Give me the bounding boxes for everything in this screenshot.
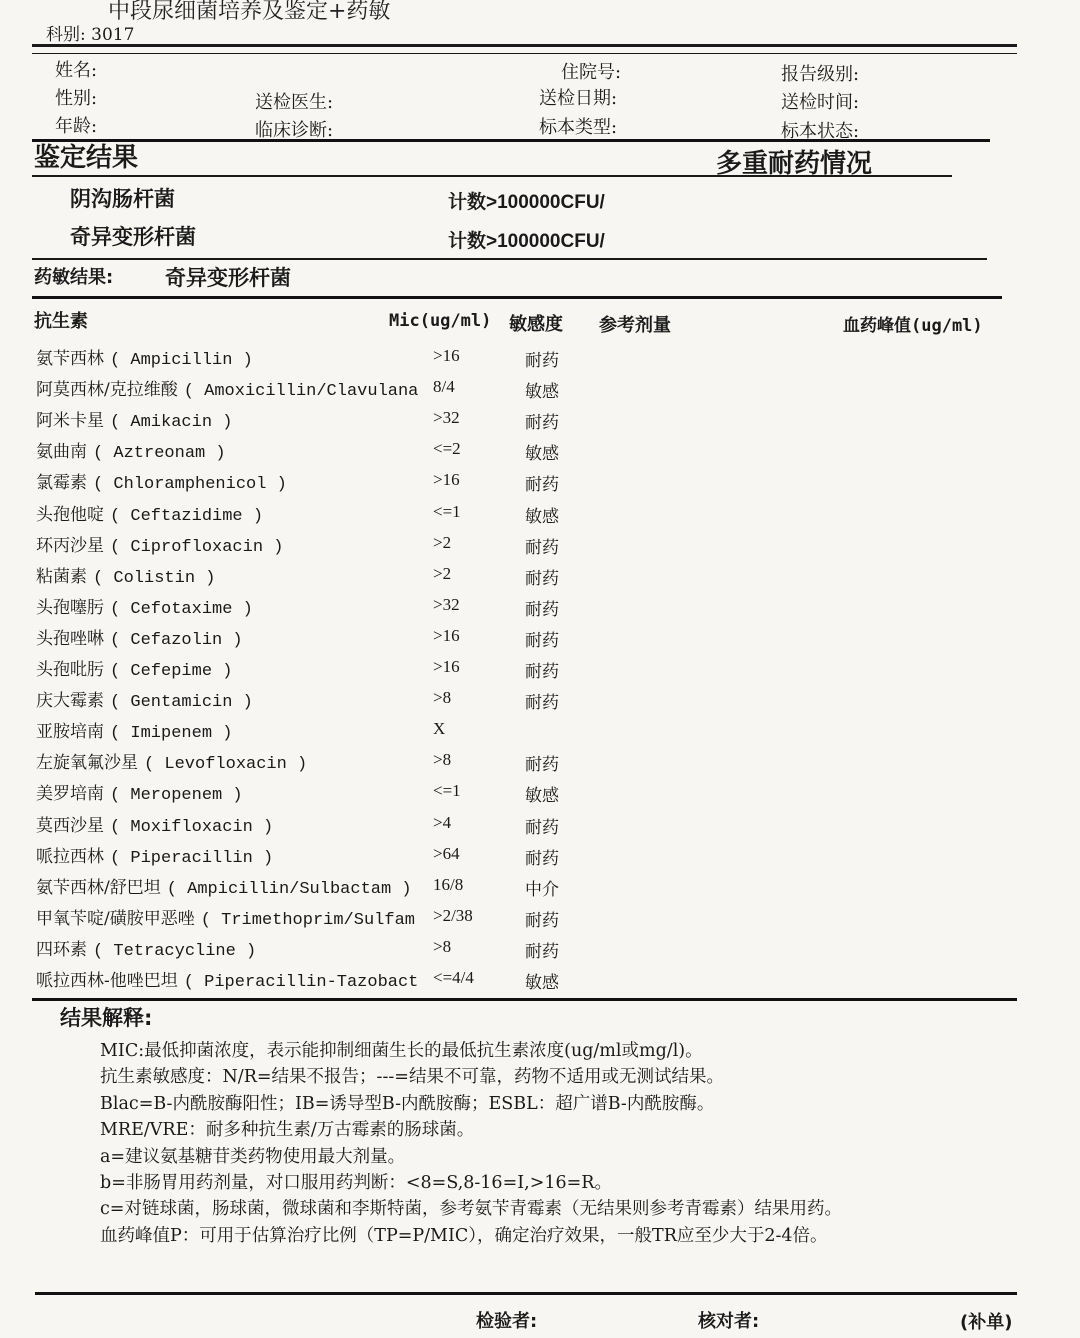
antibiotic-name-en: ( Tetracycline ) xyxy=(93,941,257,961)
antibiotic-name-cn: 头孢唑啉 xyxy=(36,628,104,649)
antibiotic-row xyxy=(0,375,1080,406)
note-line: MRE/VRE：耐多种抗生素/万古霉素的肠球菌。 xyxy=(100,1120,475,1141)
sensitivity-value: 耐药 xyxy=(525,568,559,589)
note-line: Blac=B-内酰胺酶阳性；IB=诱导型B-内酰胺酶；ESBL：超广谱B-内酰胺酶。 xyxy=(100,1093,715,1114)
antibiotic-name xyxy=(36,468,287,494)
antibiotic-name-en: ( Ceftazidime ) xyxy=(110,506,264,526)
antibiotic-name xyxy=(36,904,415,930)
mic-value: >8 xyxy=(433,688,452,708)
mic-value: X xyxy=(433,719,446,739)
antibiotic-name-cn: 头孢吡肟 xyxy=(36,660,104,680)
name-label: 姓名: xyxy=(55,60,98,81)
antibiotic-row xyxy=(0,873,1080,904)
antibiotic-row xyxy=(0,686,1080,717)
mic-value: >32 xyxy=(433,408,460,428)
note-line: MIC:最低抑菌浓度，表示能抑制细菌生长的最低抗生素浓度(ug/ml或mg/l)。 xyxy=(100,1041,703,1061)
header-divider xyxy=(32,44,1017,54)
antibiotic-name xyxy=(36,717,232,743)
antibiotic-name-cn: 氨苄西林 xyxy=(36,349,104,369)
patient-divider xyxy=(32,139,990,142)
antibiotic-name-cn: 美罗培南 xyxy=(36,784,104,805)
antibiotic-name-en: ( Cefazolin ) xyxy=(110,630,243,650)
antibiotic-name xyxy=(36,375,418,401)
susceptibility-divider xyxy=(32,296,1002,299)
interpretation-heading: 结果解释: xyxy=(60,1006,153,1030)
antibiotic-name-cn: 庆大霉素 xyxy=(36,691,104,712)
antibiotic-name-en: ( Aztreonam ) xyxy=(93,444,226,464)
antibiotic-name-cn: 哌拉西林-他唑巴坦 xyxy=(36,971,178,991)
sensitivity-value: 耐药 xyxy=(525,910,559,931)
sensitivity-value: 敏感 xyxy=(525,786,559,807)
antibiotic-name-en: ( Ampicillin ) xyxy=(110,351,253,370)
mic-value: >32 xyxy=(433,594,460,614)
antibiotic-name-en: ( Imipenem ) xyxy=(110,724,233,744)
antibiotic-name-cn: 氨苄西林/舒巴坦 xyxy=(36,877,161,898)
antibiotic-name-cn: 阿莫西林/克拉维酸 xyxy=(36,380,178,401)
sensitivity-value: 耐药 xyxy=(525,630,559,651)
antibiotic-name-en: ( Cefotaxime ) xyxy=(110,599,253,619)
antibiotic-name-cn: 哌拉西林 xyxy=(36,846,104,867)
antibiotic-name xyxy=(36,406,232,432)
antibiotic-name-cn: 头孢他啶 xyxy=(36,504,104,525)
antibiotic-row xyxy=(0,655,1080,686)
col-reference-dose: 参考剂量 xyxy=(599,315,671,336)
sensitivity-value: 中介 xyxy=(525,879,559,900)
department-label: 科别: xyxy=(46,25,86,45)
antibiotic-row xyxy=(0,344,1080,375)
mic-value: <=2 xyxy=(433,439,461,459)
antibiotic-name-en: ( Chloramphenicol ) xyxy=(93,475,287,495)
identification-heading: 鉴定结果 xyxy=(34,143,139,173)
age-label: 年龄: xyxy=(55,116,98,137)
antibiotic-name xyxy=(36,531,283,557)
antibiotic-row xyxy=(0,717,1080,748)
antibiotic-row xyxy=(0,531,1080,562)
antibiotic-name-cn: 四环素 xyxy=(36,939,87,960)
sensitivity-value: 耐药 xyxy=(525,848,559,869)
antibiotic-name xyxy=(36,437,226,463)
antibiotic-name-en: ( Meropenem ) xyxy=(110,786,243,806)
mic-value: 16/8 xyxy=(433,874,464,894)
antibiotic-name-en: ( Piperacillin-Tazobact xyxy=(183,973,419,992)
antibiotic-row xyxy=(0,468,1080,499)
antibiotic-row xyxy=(0,748,1080,779)
send-time-label: 送检时间: xyxy=(781,92,860,113)
sensitivity-value: 耐药 xyxy=(525,537,559,558)
antibiotic-name-cn: 粘菌素 xyxy=(36,566,87,587)
antibiotic-name xyxy=(36,748,307,774)
antibiotic-row xyxy=(0,811,1080,842)
susceptibility-label: 药敏结果: xyxy=(34,267,114,288)
antibiotic-name xyxy=(36,935,256,961)
antibiotic-row xyxy=(0,935,1080,966)
mic-value: 8/4 xyxy=(433,377,455,397)
inpatient-number-label: 住院号: xyxy=(561,62,622,83)
mdr-heading: 多重耐药情况 xyxy=(716,149,873,179)
antibiotic-name-cn: 氯霉素 xyxy=(36,473,87,494)
department xyxy=(46,20,134,45)
antibiotic-name xyxy=(36,811,273,837)
organism-count: 计数>100000CFU/ xyxy=(448,231,605,252)
sensitivity-value: 耐药 xyxy=(525,599,559,620)
identification-divider xyxy=(32,175,952,177)
note-line: 抗生素敏感度：N/R=结果不报告；---=结果不可靠，药物不适用或无测试结果。 xyxy=(100,1067,724,1088)
antibiotic-name xyxy=(36,779,243,805)
tester-label: 检验者: xyxy=(476,1311,538,1332)
send-date-label: 送检日期: xyxy=(539,88,618,109)
antibiotic-row xyxy=(0,562,1080,593)
antibiotic-row xyxy=(0,966,1080,997)
diagnosis-label: 临床诊断: xyxy=(255,120,334,141)
antibiotic-row xyxy=(0,842,1080,873)
antibiotic-name-en: ( Amoxicillin/Clavulana xyxy=(183,382,419,402)
organism-name: 阴沟肠杆菌 xyxy=(70,187,175,211)
note-line: 血药峰值P：可用于估算治疗比例（TP=P/MIC），确定治疗效果，一般TR应至少大于2-4倍。 xyxy=(100,1225,828,1246)
col-antibiotic: 抗生素 xyxy=(34,311,88,332)
sensitivity-value: 耐药 xyxy=(525,941,559,962)
mic-value: >8 xyxy=(433,750,452,770)
mic-value: <=1 xyxy=(433,501,461,521)
antibiotic-name-en: ( Amikacin ) xyxy=(110,413,233,433)
antibiotic-name-cn: 头孢噻肟 xyxy=(36,597,104,618)
antibiotic-name xyxy=(36,344,253,370)
antibiotic-name-en: ( Colistin ) xyxy=(93,568,216,588)
antibiotic-name xyxy=(36,842,273,868)
doctor-label: 送检医生: xyxy=(255,92,334,113)
mic-value: <=4/4 xyxy=(433,968,474,987)
antibiotic-row xyxy=(0,624,1080,655)
antibiotic-name-en: ( Levofloxacin ) xyxy=(144,755,308,775)
report-title: 中段尿细菌培养及鉴定+药敏 xyxy=(108,0,391,24)
antibiotic-name-cn: 莫西沙星 xyxy=(36,815,104,836)
antibiotic-name-en: ( Ampicillin/Sulbactam ) xyxy=(166,879,412,899)
antibiotic-row xyxy=(0,500,1080,531)
antibiotic-name xyxy=(36,873,412,899)
organism-count: 计数>100000CFU/ xyxy=(448,192,605,213)
col-mic: Mic(ug/ml) xyxy=(389,311,492,331)
mic-value: >2 xyxy=(433,563,452,583)
antibiotic-name xyxy=(36,655,232,681)
supplement-mark: (补单) xyxy=(960,1312,1013,1333)
antibiotic-row xyxy=(0,406,1080,437)
col-sensitivity: 敏感度 xyxy=(509,314,563,335)
mic-value: >16 xyxy=(433,657,460,676)
mic-value: >4 xyxy=(433,812,452,832)
footer-divider xyxy=(35,1292,1017,1295)
antibiotic-name xyxy=(36,624,243,650)
mic-value: >2 xyxy=(433,532,452,552)
sensitivity-value: 耐药 xyxy=(525,693,559,714)
antibiotic-name-en: ( Trimethoprim/Sulfam xyxy=(200,910,415,930)
antibiotic-row xyxy=(0,904,1080,935)
sensitivity-value: 敏感 xyxy=(525,382,559,403)
col-peak-concentration: 血药峰值(ug/ml) xyxy=(843,316,983,336)
note-line: a=建议氨基糖苷类药物使用最大剂量。 xyxy=(100,1146,406,1167)
specimen-type-label: 标本类型: xyxy=(539,117,618,138)
mic-value: >2/38 xyxy=(433,905,473,925)
mic-value: <=1 xyxy=(433,781,461,801)
sensitivity-value: 耐药 xyxy=(525,817,559,838)
mic-value: >8 xyxy=(433,936,452,956)
organism-divider xyxy=(32,258,987,260)
antibiotic-name-en: ( Gentamicin ) xyxy=(110,693,253,713)
mic-value: >16 xyxy=(433,346,460,365)
specimen-status-label: 标本状态: xyxy=(781,121,860,142)
sensitivity-value: 耐药 xyxy=(525,475,559,496)
mic-value: >64 xyxy=(433,843,460,863)
report-level-label: 报告级别: xyxy=(781,64,860,85)
mic-value: >16 xyxy=(433,625,460,645)
sensitivity-value: 耐药 xyxy=(525,662,559,682)
mic-value: >16 xyxy=(433,470,460,490)
department-value: 3017 xyxy=(91,25,135,45)
antibiotic-row xyxy=(0,593,1080,624)
note-line: b=非肠胃用药剂量，对口服用药判断：<8=S,8-16=I,>16=R。 xyxy=(100,1173,612,1194)
antibiotic-name-en: ( Ciprofloxacin ) xyxy=(110,537,284,557)
antibiotic-name xyxy=(36,966,418,992)
antibiotic-name-cn: 阿米卡星 xyxy=(36,411,104,432)
antibiotic-row xyxy=(0,779,1080,810)
checker-label: 核对者: xyxy=(698,1311,760,1332)
sensitivity-value: 敏感 xyxy=(525,444,559,465)
antibiotic-name-cn: 左旋氧氟沙星 xyxy=(36,753,138,774)
antibiotic-name-en: ( Cefepime ) xyxy=(110,662,233,681)
sensitivity-value: 敏感 xyxy=(525,506,559,527)
sensitivity-value: 耐药 xyxy=(525,351,559,371)
sex-label: 性别: xyxy=(55,88,98,109)
antibiotic-name-en: ( Piperacillin ) xyxy=(110,848,274,868)
sensitivity-value: 耐药 xyxy=(525,755,559,776)
table-bottom-divider xyxy=(32,998,1017,1001)
antibiotic-name xyxy=(36,500,263,526)
note-line: c=对链球菌，肠球菌，微球菌和李斯特菌，参考氨苄青霉素（无结果则参考青霉素）结果用药。 xyxy=(100,1199,842,1220)
sensitivity-value: 敏感 xyxy=(525,973,559,993)
antibiotic-name xyxy=(36,686,253,712)
antibiotic-name-cn: 亚胺培南 xyxy=(36,722,104,743)
antibiotic-row xyxy=(0,437,1080,468)
antibiotic-name-cn: 氨曲南 xyxy=(36,442,87,463)
organism-name: 奇异变形杆菌 xyxy=(70,225,196,249)
antibiotic-name-cn: 环丙沙星 xyxy=(36,535,104,556)
interpretation-notes xyxy=(100,1038,842,1249)
antibiotic-name xyxy=(36,562,215,588)
sensitivity-value: 耐药 xyxy=(525,413,559,434)
antibiotic-name-cn: 甲氧苄啶/磺胺甲恶唑 xyxy=(36,908,195,929)
antibiotic-name-en: ( Moxifloxacin ) xyxy=(110,817,274,837)
susceptibility-organism: 奇异变形杆菌 xyxy=(165,266,291,290)
antibiotic-name xyxy=(36,593,253,619)
